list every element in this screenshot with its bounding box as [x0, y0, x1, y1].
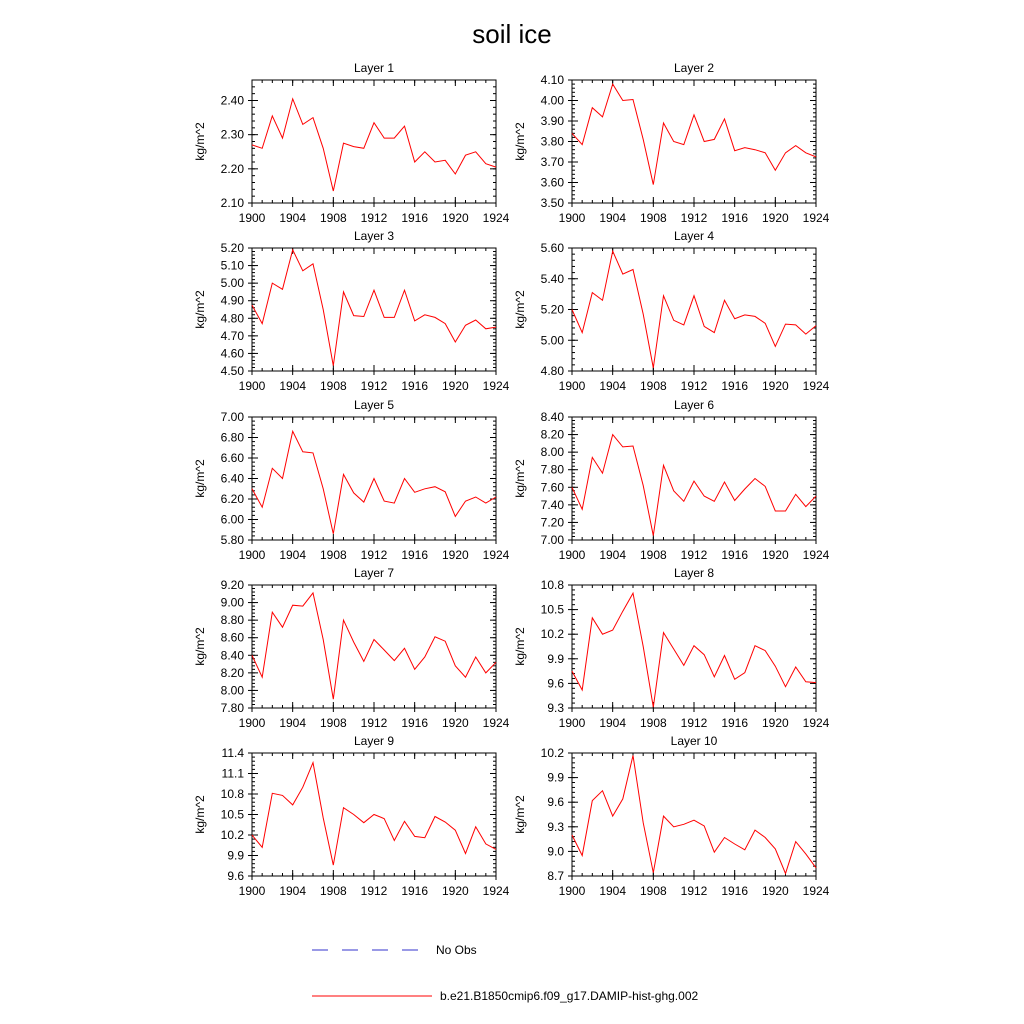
y-tick-label: 7.40 — [540, 497, 564, 512]
x-tick-label: 1908 — [319, 379, 347, 393]
x-tick-label: 1916 — [401, 884, 429, 898]
x-tick-label: 1924 — [802, 716, 830, 730]
y-tick-label: 10.5 — [540, 602, 564, 617]
figure-title: soil ice — [472, 19, 552, 49]
y-tick-label: 11.4 — [221, 746, 244, 760]
y-tick-label: 2.30 — [220, 127, 244, 142]
y-tick-label: 5.80 — [220, 533, 244, 547]
y-tick-label: 10.8 — [540, 578, 564, 592]
y-tick-label: 9.3 — [547, 819, 564, 834]
y-tick-label: 2.10 — [220, 196, 244, 210]
y-tick-label: 3.70 — [540, 155, 564, 169]
y-tick-label: 8.40 — [220, 648, 244, 663]
series-line-layer-4 — [572, 251, 816, 368]
y-tick-label: 10.8 — [220, 787, 244, 801]
y-tick-label: 5.20 — [220, 241, 244, 255]
x-tick-label: 1920 — [441, 211, 469, 225]
x-tick-label: 1900 — [558, 716, 586, 730]
x-tick-label: 1916 — [721, 884, 749, 898]
panel-layer-4 — [513, 229, 830, 393]
y-tick-label: 10.2 — [540, 627, 564, 642]
x-tick-label: 1908 — [639, 379, 667, 393]
x-tick-label: 1900 — [238, 379, 266, 393]
y-tick-label: 7.60 — [540, 480, 564, 495]
y-tick-label: 11.1 — [221, 766, 244, 781]
x-tick-label: 1920 — [761, 716, 789, 730]
panel-layer-10 — [513, 734, 830, 898]
y-axis-label: kg/m^2 — [513, 122, 527, 161]
y-tick-label: 9.6 — [547, 795, 564, 810]
y-axis-label: kg/m^2 — [193, 459, 207, 498]
x-tick-label: 1912 — [360, 716, 388, 730]
x-tick-label: 1924 — [802, 884, 830, 898]
legend-series-label: b.e21.B1850cmip6.f09_g17.DAMIP-hist-ghg.002 — [440, 989, 699, 1003]
x-tick-label: 1912 — [360, 548, 388, 562]
y-tick-label: 9.9 — [227, 848, 244, 863]
y-tick-label: 8.00 — [540, 445, 564, 460]
series-line-layer-1 — [252, 99, 496, 191]
x-tick-label: 1920 — [441, 379, 469, 393]
x-tick-label: 1920 — [761, 884, 789, 898]
plot-frame — [252, 80, 496, 203]
y-tick-label: 5.00 — [540, 333, 564, 348]
x-tick-label: 1920 — [761, 548, 789, 562]
x-tick-label: 1912 — [680, 548, 708, 562]
y-tick-label: 4.70 — [220, 328, 244, 343]
panel-layer-5 — [193, 398, 510, 562]
series-line-layer-8 — [572, 593, 816, 707]
y-tick-label: 9.3 — [547, 701, 564, 715]
x-tick-label: 1904 — [599, 716, 627, 730]
x-tick-label: 1904 — [279, 379, 307, 393]
x-tick-label: 1924 — [802, 548, 830, 562]
x-tick-label: 1912 — [360, 379, 388, 393]
y-tick-label: 6.40 — [220, 471, 244, 486]
y-tick-label: 2.20 — [220, 161, 244, 176]
y-tick-label: 5.10 — [220, 258, 244, 273]
x-tick-label: 1924 — [802, 211, 830, 225]
y-tick-label: 9.0 — [547, 844, 564, 859]
y-tick-label: 8.7 — [547, 869, 564, 883]
x-tick-label: 1920 — [441, 716, 469, 730]
x-tick-label: 1916 — [721, 211, 749, 225]
y-tick-label: 4.10 — [540, 73, 564, 87]
x-tick-label: 1904 — [279, 548, 307, 562]
x-tick-label: 1900 — [238, 211, 266, 225]
x-tick-label: 1904 — [599, 884, 627, 898]
y-tick-label: 7.00 — [220, 410, 244, 424]
y-tick-label: 3.60 — [540, 175, 564, 190]
x-tick-label: 1916 — [721, 379, 749, 393]
x-tick-label: 1912 — [680, 211, 708, 225]
x-tick-label: 1904 — [279, 884, 307, 898]
x-tick-label: 1916 — [401, 548, 429, 562]
series-line-layer-10 — [572, 756, 816, 874]
series-line-layer-3 — [252, 250, 496, 366]
panel-layer-9 — [193, 734, 510, 898]
series-line-layer-2 — [572, 84, 816, 185]
panel-grid — [193, 61, 830, 898]
y-tick-label: 8.20 — [220, 665, 244, 680]
y-axis-label: kg/m^2 — [513, 795, 527, 834]
y-tick-label: 3.90 — [540, 114, 564, 128]
panel-title: Layer 1 — [353, 61, 395, 75]
x-tick-label: 1912 — [360, 211, 388, 225]
x-tick-label: 1908 — [639, 548, 667, 562]
y-tick-label: 4.00 — [540, 93, 564, 108]
panel-layer-1 — [193, 61, 510, 225]
x-tick-label: 1908 — [319, 716, 347, 730]
y-tick-label: 10.2 — [540, 746, 564, 760]
x-tick-label: 1924 — [482, 379, 510, 393]
x-tick-label: 1912 — [680, 379, 708, 393]
panel-title: Layer 7 — [353, 566, 395, 580]
y-tick-label: 9.9 — [547, 770, 564, 785]
x-tick-label: 1904 — [599, 379, 627, 393]
panel-title: Layer 9 — [353, 734, 395, 748]
y-tick-label: 10.5 — [220, 807, 244, 822]
x-tick-label: 1912 — [680, 716, 708, 730]
y-tick-label: 4.80 — [220, 311, 244, 326]
panel-title: Layer 2 — [673, 61, 715, 75]
y-tick-label: 5.20 — [540, 302, 564, 317]
panel-layer-7 — [193, 566, 510, 730]
y-tick-label: 9.6 — [227, 869, 244, 883]
x-tick-label: 1900 — [558, 211, 586, 225]
x-tick-label: 1908 — [319, 211, 347, 225]
y-tick-label: 2.40 — [220, 93, 244, 108]
y-tick-label: 8.60 — [220, 630, 244, 645]
x-tick-label: 1908 — [639, 884, 667, 898]
y-tick-label: 5.60 — [540, 241, 564, 255]
y-tick-label: 4.60 — [220, 346, 244, 361]
y-tick-label: 3.80 — [540, 134, 564, 149]
plot-frame — [252, 585, 496, 708]
x-tick-label: 1924 — [482, 716, 510, 730]
x-tick-label: 1904 — [599, 548, 627, 562]
x-tick-label: 1904 — [599, 211, 627, 225]
x-tick-label: 1908 — [639, 716, 667, 730]
x-tick-label: 1900 — [238, 884, 266, 898]
x-tick-label: 1924 — [482, 211, 510, 225]
x-tick-label: 1924 — [482, 548, 510, 562]
y-tick-label: 4.80 — [540, 364, 564, 378]
x-tick-label: 1916 — [401, 716, 429, 730]
panel-title: Layer 5 — [353, 398, 395, 412]
y-tick-label: 9.9 — [547, 651, 564, 666]
y-tick-label: 8.40 — [540, 410, 564, 424]
x-tick-label: 1912 — [360, 884, 388, 898]
legend-no-obs-label: No Obs — [436, 943, 477, 957]
panel-title: Layer 8 — [673, 566, 715, 580]
y-tick-label: 6.80 — [220, 430, 244, 445]
x-tick-label: 1916 — [401, 211, 429, 225]
y-axis-label: kg/m^2 — [193, 122, 207, 161]
panel-title: Layer 3 — [353, 229, 395, 243]
x-tick-label: 1900 — [558, 379, 586, 393]
x-tick-label: 1900 — [238, 548, 266, 562]
y-tick-label: 10.2 — [220, 828, 244, 842]
series-line-layer-6 — [572, 435, 816, 536]
x-tick-label: 1924 — [482, 884, 510, 898]
y-tick-label: 3.50 — [540, 196, 564, 210]
y-tick-label: 9.20 — [220, 578, 244, 592]
x-tick-label: 1912 — [680, 884, 708, 898]
x-tick-label: 1920 — [441, 884, 469, 898]
y-tick-label: 6.60 — [220, 451, 244, 465]
x-tick-label: 1908 — [319, 548, 347, 562]
panel-title: Layer 6 — [673, 398, 715, 412]
y-tick-label: 7.00 — [540, 533, 564, 547]
series-line-layer-5 — [252, 431, 496, 534]
panel-layer-8 — [513, 566, 830, 730]
y-tick-label: 5.00 — [220, 276, 244, 291]
panel-layer-3 — [193, 229, 510, 393]
y-axis-label: kg/m^2 — [513, 459, 527, 498]
y-tick-label: 8.00 — [220, 683, 244, 698]
y-axis-label: kg/m^2 — [513, 627, 527, 666]
x-tick-label: 1900 — [558, 884, 586, 898]
y-tick-label: 8.80 — [220, 613, 244, 628]
x-tick-label: 1900 — [238, 716, 266, 730]
y-tick-label: 9.6 — [547, 676, 564, 691]
y-axis-label: kg/m^2 — [193, 795, 207, 834]
series-line-layer-7 — [252, 593, 496, 699]
y-tick-label: 8.20 — [540, 427, 564, 442]
x-tick-label: 1904 — [279, 211, 307, 225]
y-axis-label: kg/m^2 — [193, 290, 207, 329]
x-tick-label: 1908 — [319, 884, 347, 898]
x-tick-label: 1920 — [761, 211, 789, 225]
x-tick-label: 1920 — [441, 548, 469, 562]
series-line-layer-9 — [252, 763, 496, 866]
plot-frame — [572, 248, 816, 371]
x-tick-label: 1908 — [639, 211, 667, 225]
y-tick-label: 4.90 — [220, 293, 244, 308]
y-axis-label: kg/m^2 — [513, 290, 527, 329]
legend — [312, 943, 698, 1003]
y-tick-label: 5.40 — [540, 271, 564, 286]
x-tick-label: 1916 — [401, 379, 429, 393]
y-tick-label: 6.20 — [220, 492, 244, 506]
y-axis-label: kg/m^2 — [193, 627, 207, 666]
x-tick-label: 1904 — [279, 716, 307, 730]
x-tick-label: 1920 — [761, 379, 789, 393]
panel-layer-2 — [513, 61, 830, 225]
panel-title: Layer 10 — [670, 734, 718, 748]
panel-layer-6 — [513, 398, 830, 562]
y-tick-label: 4.50 — [220, 364, 244, 378]
y-tick-label: 7.80 — [540, 462, 564, 477]
x-tick-label: 1924 — [802, 379, 830, 393]
panel-title: Layer 4 — [673, 229, 715, 243]
plot-frame — [572, 417, 816, 540]
y-tick-label: 9.00 — [220, 595, 244, 610]
x-tick-label: 1916 — [721, 548, 749, 562]
y-tick-label: 6.00 — [220, 512, 244, 527]
x-tick-label: 1900 — [558, 548, 586, 562]
x-tick-label: 1916 — [721, 716, 749, 730]
y-tick-label: 7.80 — [220, 701, 244, 715]
y-tick-label: 7.20 — [540, 515, 564, 530]
